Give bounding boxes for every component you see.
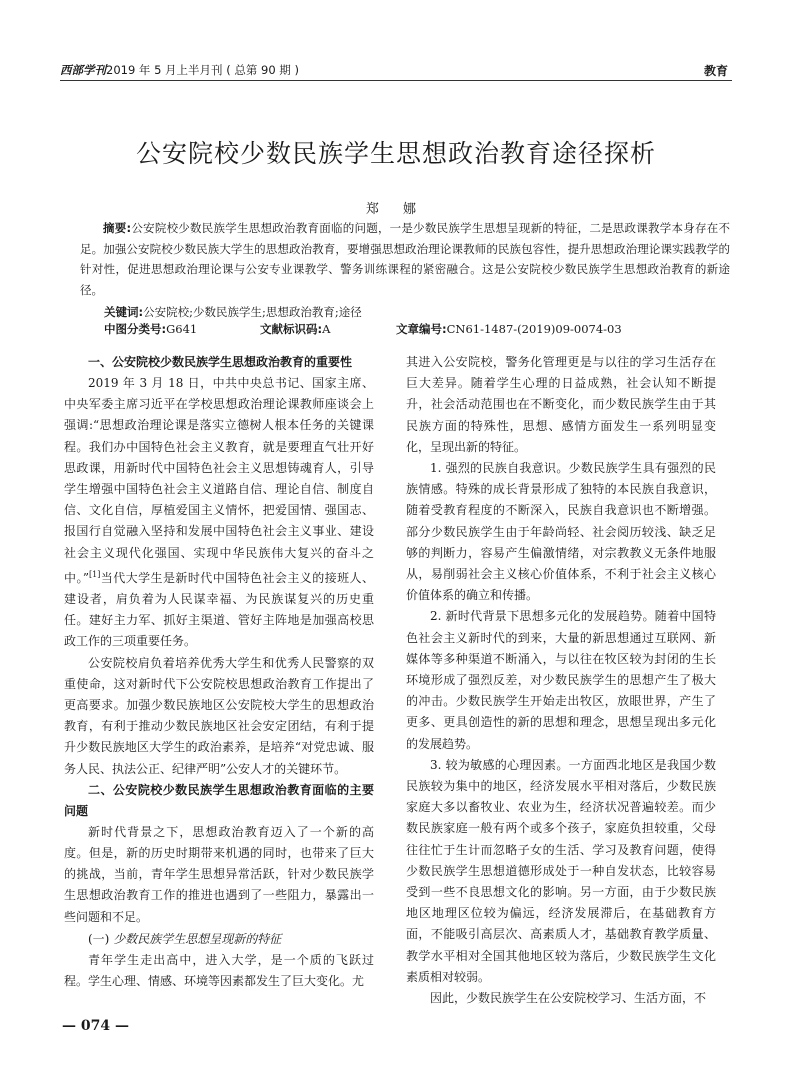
paragraph: 3. 较为敏感的心理因素。一方面西北地区是我国少数民族较为集中的地区，经济发展水平相对落后，少数民族家庭大多以畜牧业、农业为生，经济状况普遍较差。而少数民族家庭一般有两个或多个孩子，家庭负担较重，父母往往忙于生计而忽略子女的生活、学习及教育问题，使得少数民族学生思想道德形成处于一种自发状态，比较容易受到一些不良思想文化的影响。另一方面，由于少数民族地区地理区位较为偏远，经济发展滞后，在基础教育方面，不能吸引高层次、高素质人才，基础教育教学质量、教学水平相对全国其他地区较为落后，少数民族学生文化素质相对较弱。 <box>406 757 716 984</box>
paragraph: 1. 强烈的民族自我意识。少数民族学生具有强烈的民族情感。特殊的成长背景形成了独特的本民族自我意识，随着受教育程度的不断深入，民族自我意识也不断增强。部分少数民族学生由于年龄尚轻、社会阅历较浅、缺乏足够的判断力，容易产生偏激情绪，对宗教教义无条件地服从，易削弱社会主义核心价值体系，不利于社会主义核心价值体系的确立和传播。 <box>406 461 716 603</box>
right-column <box>406 352 716 1009</box>
section-heading-1: 一、公安院校少数民族学生思想政治教育的重要性 <box>88 355 353 369</box>
header-rule <box>60 80 732 81</box>
abstract <box>80 218 730 300</box>
paragraph: 公安院校肩负着培养优秀大学生和优秀人民警察的双重使命，这对新时代下公安院校思想政治教育工作提出了更高要求。加强少数民族地区公安院校大学生的思想政治教育，有利于推动少数民族地区社会安定团结，有利于提升少数民族地区大学生的政治素养，是培养“对党忠诚、服务人民、执法公正、纪律严明”公安人才的关键环节。 <box>64 655 374 776</box>
abstract-label: 摘要: <box>103 221 132 235</box>
keywords-label: 关键词: <box>104 305 144 319</box>
clc-number: 中图分类号:G641 <box>104 322 198 336</box>
article-author: 郑 娜 <box>365 202 427 217</box>
journal-issue <box>60 62 299 78</box>
article-number: 文章编号:CN61-1487-(2019)09-0074-03 <box>396 322 622 336</box>
section-name: 教育 <box>703 64 728 78</box>
document-code: 文献标识码:A <box>260 322 331 336</box>
paragraph: 2019 年 3 月 18 日，中共中央总书记、国家主席、中央军委主席习近平在学校思想政治理论课教师座谈会上强调:“思想政治理论课是落实立德树人根本任务的关键课程。我们办中国特色社会主义教育，就是要理直气壮开好思政课，用新时代中国特色社会主义思想铸魂育人，引导学生增强中国特色社会主义道路自信、理论自信、制度自信、文化自信，厚植爱国主义情怀，把爱国情、强国志、报国行自觉融入坚持和发展中国特色社会主义事业、建设社会主义现代化强国、实现中华民族伟大复兴的奋斗之中。”[1]当代大学生是新时代中国特色社会主义的接班人、建设者，肩负着为人民谋幸福、为民族谋复兴的历史重任。建好主力军、抓好主渠道、管好主阵地是加强高校思政工作的三项重要任务。 <box>64 376 374 649</box>
keywords-text: 公安院校;少数民族学生;思想政治教育;途径 <box>143 305 362 319</box>
issue-info: 2019 年 5 月上半月刊 ( 总第 90 期 ) <box>106 63 299 77</box>
paragraph: 因此，少数民族学生在公安院校学习、生活方面，不 <box>430 991 707 1006</box>
keywords <box>104 303 724 321</box>
running-header <box>60 58 732 78</box>
paragraph: 青年学生走出高中，进入大学，是一个质的飞跃过程。学生心理、情感、环境等因素都发生了巨大变化。尤 <box>64 952 374 989</box>
abstract-text: 公安院校少数民族学生思想政治教育面临的问题，一是少数民族学生思想呈现新的特征，二是思政课教学本身存在不足。加强公安院校少数民族大学生的思想政治教育，要增强思想政治理论课教师的民族包容性，提升思想政治理论课实践教学的针对性，促进思想政治理论课与公安专业课教学、警务训练课程的紧密融合。这是公安院校少数民族学生思想政治教育的新途径。 <box>80 221 730 297</box>
classification-line <box>104 321 744 339</box>
paragraph: 2. 新时代背景下思想多元化的发展趋势。随着中国特色社会主义新时代的到来，大量的新思想通过互联网、新媒体等多种渠道不断涌入，与以往在牧区较为封闭的生长环境形成了强烈反差，对少数民族学生的思想产生了极大的冲击。少数民族学生开始走出牧区，放眼世界，产生了更多、更具创造性的新的思想和理念，思想呈现出多元化的发展趋势。 <box>406 609 716 751</box>
paragraph: 新时代背景之下，思想政治教育迈入了一个新的高度。但是，新的历史时期带来机遇的同时，也带来了巨大的挑战，当前，青年学生思想异常活跃，针对少数民族学生思想政治教育工作的推进也遇到了一些阻力，暴露出一些问题和不足。 <box>64 824 374 924</box>
paragraph: 其进入公安院校，警务化管理更是与以往的学习生活存在巨大差异。随着学生心理的日益成熟，社会认知不断提升，社会活动范围也在不断变化，而少数民族学生由于其民族方面的特殊性，思想、感情方面发生一系列明显变化，呈现出新的特征。 <box>406 355 716 454</box>
left-column <box>64 352 374 992</box>
article-title: 公安院校少数民族学生思想政治教育途径探析 <box>135 139 656 168</box>
section-heading-2: 二、公安院校少数民族学生思想政治教育面临的主要问题 <box>64 782 374 818</box>
page-number: — 074 — <box>62 1018 129 1034</box>
subsection-heading: (一) 少数民族学生思想呈现新的特征 <box>88 931 282 946</box>
journal-name: 西部学刊 <box>60 63 106 77</box>
citation-ref: [1] <box>89 569 101 579</box>
